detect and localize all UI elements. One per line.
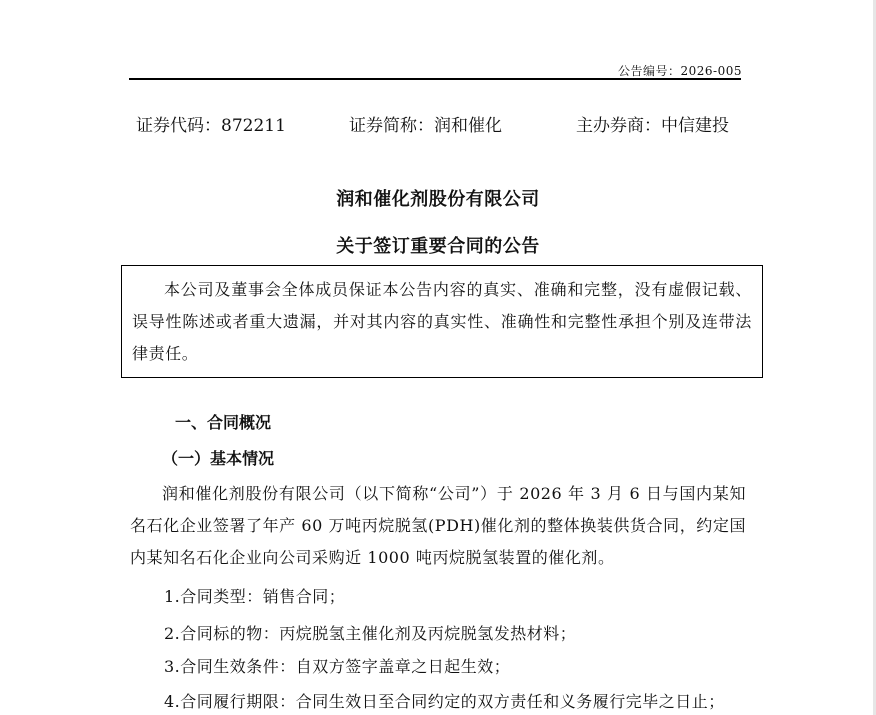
board-declaration-box: 本公司及董事会全体成员保证本公告内容的真实、准确和完整，没有虚假记载、误导性陈述或者重大遗漏，并对其内容的真实性、准确性和完整性承担个别及连带法律责任。 (121, 265, 763, 378)
security-code: 证券代码：872211 (136, 116, 286, 136)
list-item-performance-period: 4.合同履行期限：合同生效日至合同约定的双方责任和义务履行完毕之日止； (164, 692, 725, 711)
security-abbreviation: 证券简称：润和催化 (349, 116, 502, 136)
company-title: 润和催化剂股份有限公司 (336, 189, 540, 210)
lead-broker: 主办券商：中信建投 (576, 116, 729, 136)
list-item-effective-condition: 3.合同生效条件：自双方签字盖章之日起生效； (164, 657, 511, 676)
contract-overview-paragraph: 润和催化剂股份有限公司（以下简称“公司”）于 2026 年 3 月 6 日与国内某知名石化企业签署了年产 60 万吨丙烷脱氢(PDH)催化剂的整体换装供货合同，约定国内某知名石化企业向公司采购近 1000 吨丙烷脱氢装置的催化剂。 (130, 484, 746, 567)
list-item-contract-type: 1.合同类型：销售合同； (164, 587, 346, 606)
announcement-title: 关于签订重要合同的公告 (336, 236, 540, 257)
subsection-heading: （一）基本情况 (162, 449, 275, 468)
announcement-number: 公告编号：2026-005 (618, 64, 742, 78)
list-item-subject-matter: 2.合同标的物：丙烷脱氢主催化剂及丙烷脱氢发热材料； (164, 624, 577, 643)
header-divider (129, 78, 741, 80)
section-heading: 一、合同概况 (175, 413, 272, 432)
